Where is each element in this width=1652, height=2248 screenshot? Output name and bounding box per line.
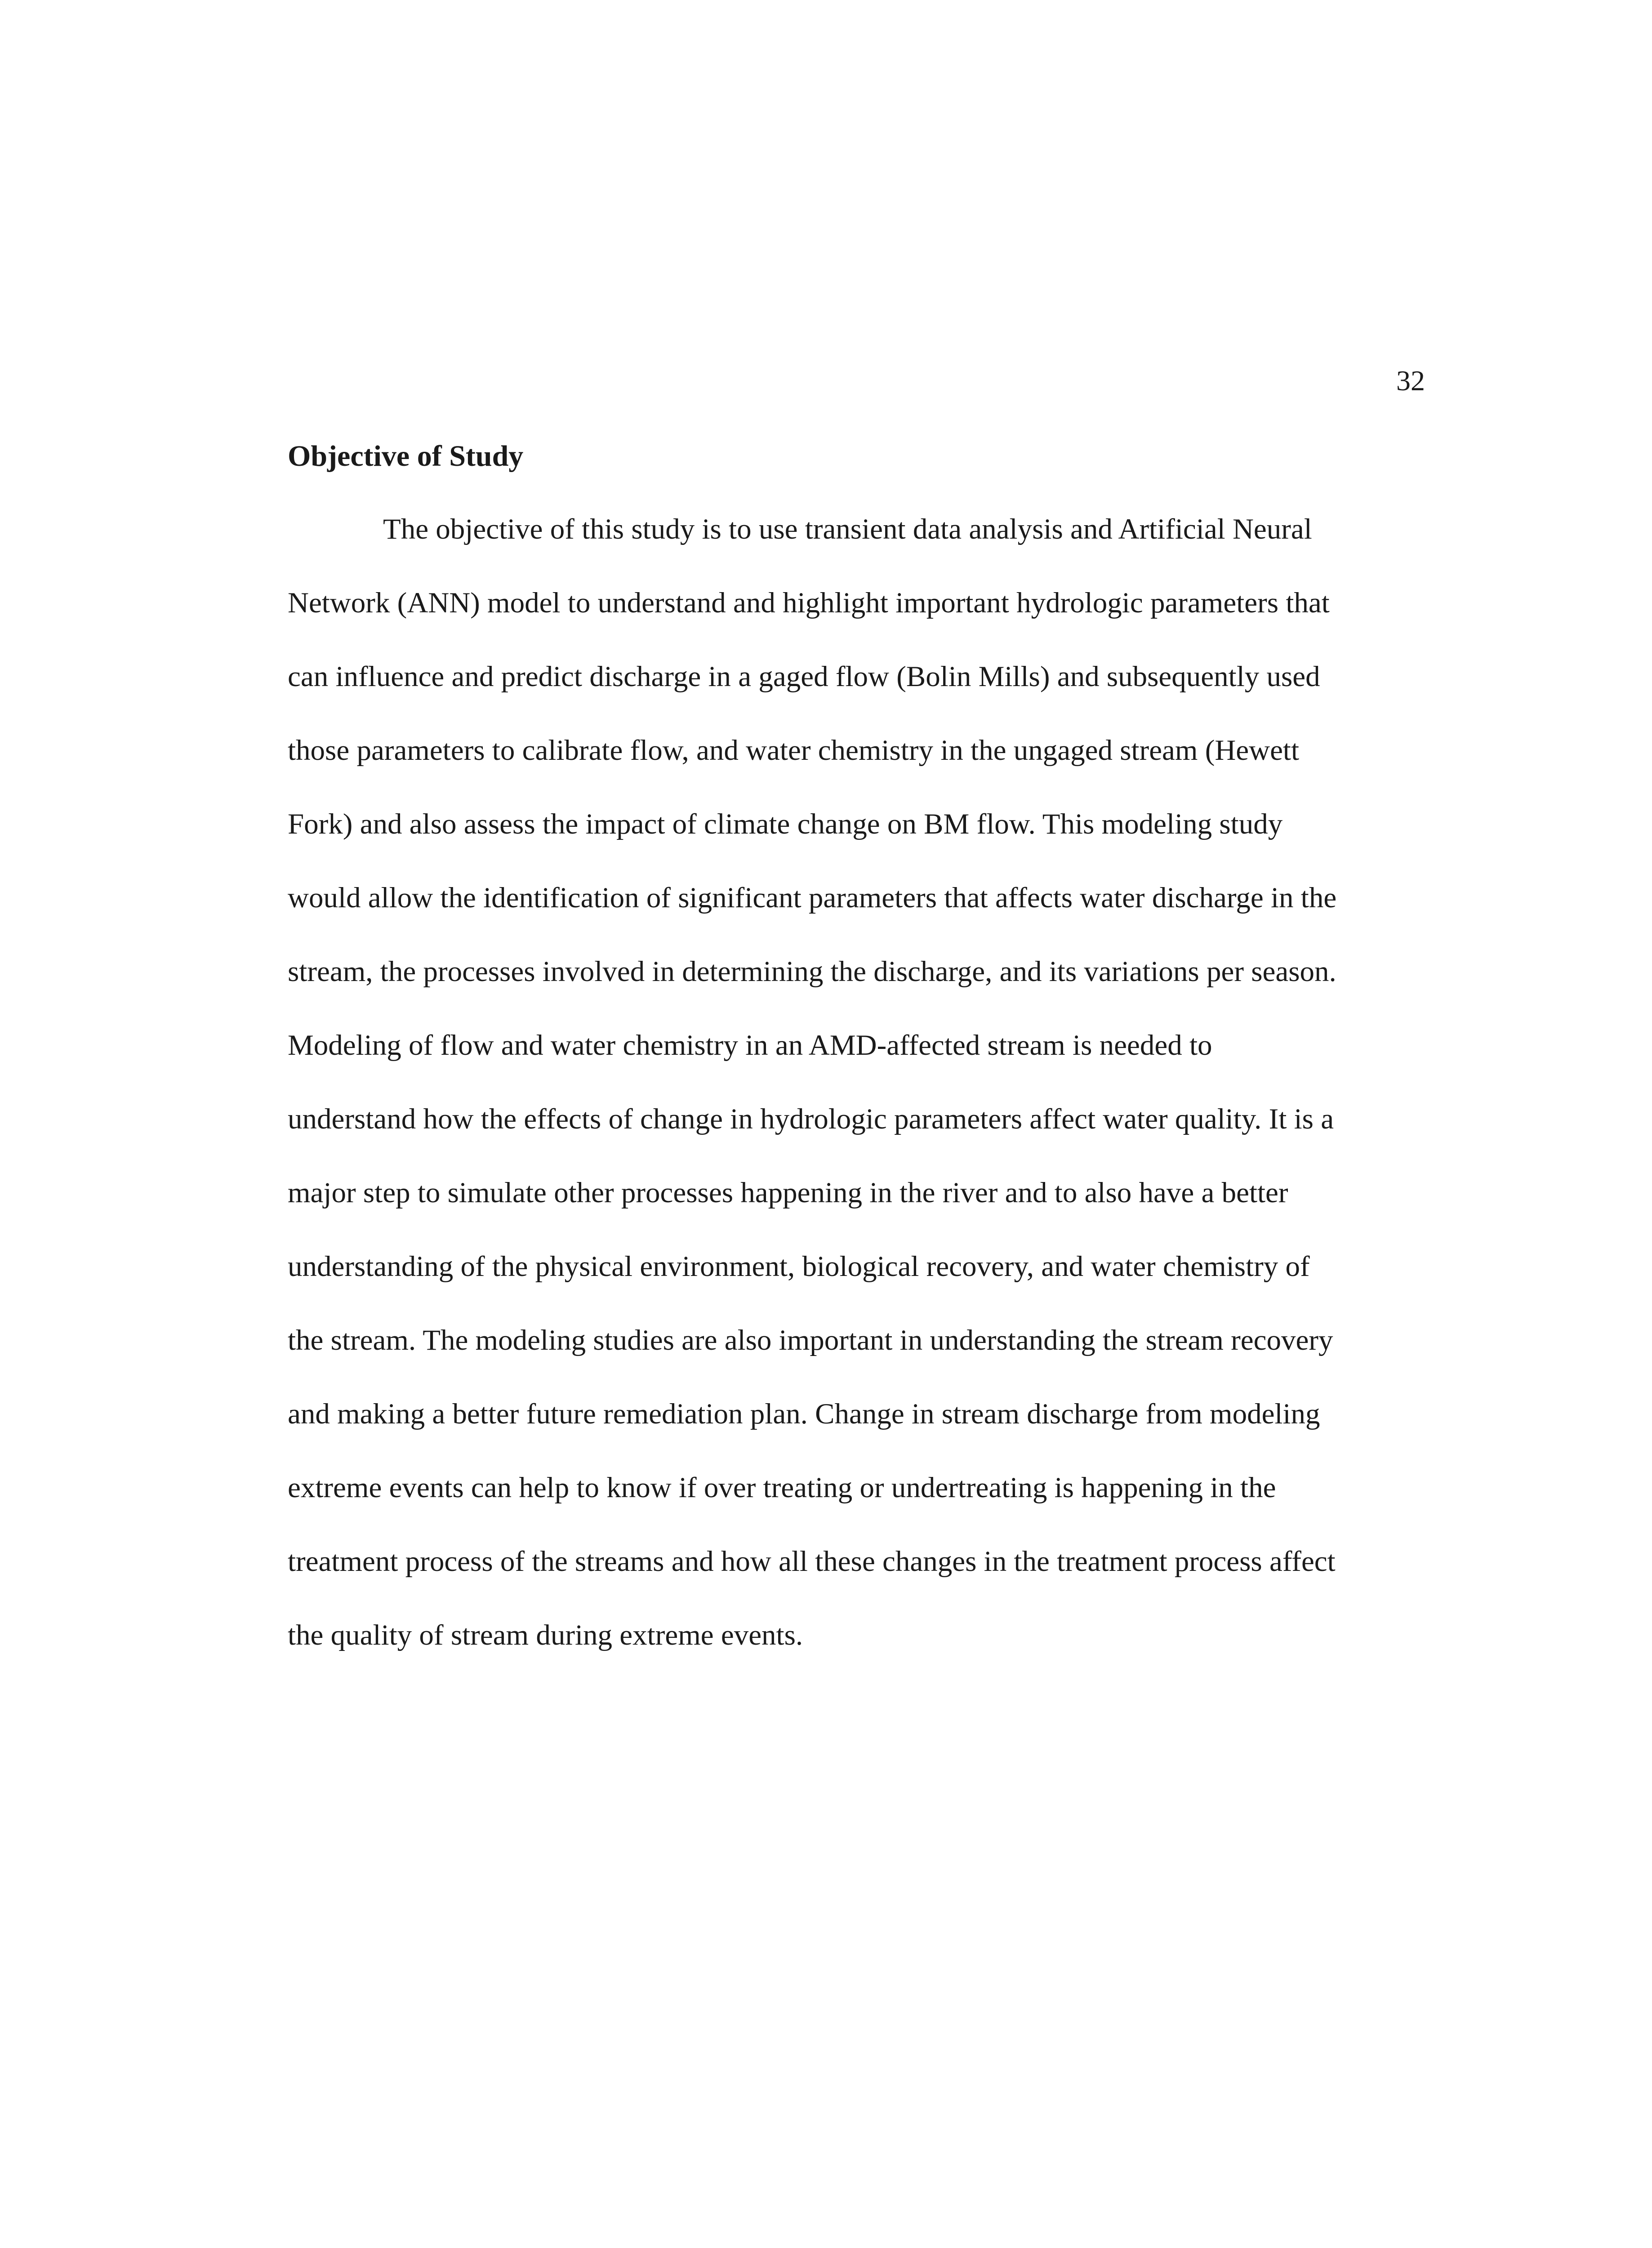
paragraph-line: Modeling of flow and water chemistry in an AMD-affected stream is needed to xyxy=(288,1029,1212,1062)
paragraph-line: the stream. The modeling studies are also important in understanding the stream recovery xyxy=(288,1324,1333,1356)
section-heading: Objective of Study xyxy=(288,440,524,473)
paragraph-line: major step to simulate other processes happening in the river and to also have a better xyxy=(288,1177,1288,1209)
paragraph-line: can influence and predict discharge in a gaged flow (Bolin Mills) and subsequently used xyxy=(288,660,1320,693)
paragraph-line: The objective of this study is to use transient data analysis and Artificial Neural xyxy=(383,513,1312,545)
paragraph-line: would allow the identification of significant parameters that affects water discharge in the xyxy=(288,882,1337,914)
paragraph-line: stream, the processes involved in determining the discharge, and its variations per season. xyxy=(288,955,1336,988)
paragraph-line: understand how the effects of change in hydrologic parameters affect water quality. It is a xyxy=(288,1103,1334,1135)
paragraph-line: extreme events can help to know if over treating or undertreating is happening in the xyxy=(288,1472,1276,1504)
paragraph-line: those parameters to calibrate flow, and water chemistry in the ungaged stream (Hewett xyxy=(288,734,1300,767)
paragraph-line: and making a better future remediation plan. Change in stream discharge from modeling xyxy=(288,1398,1320,1430)
paragraph-line: Network (ANN) model to understand and highlight important hydrologic parameters that xyxy=(288,587,1330,619)
page-number: 32 xyxy=(1396,365,1425,397)
paragraph-line: treatment process of the streams and how all these changes in the treatment process affect xyxy=(288,1545,1336,1578)
paragraph-line: Fork) and also assess the impact of climate change on BM flow. This modeling study xyxy=(288,808,1283,840)
paragraph-line: understanding of the physical environment, biological recovery, and water chemistry of xyxy=(288,1250,1310,1283)
paragraph-line: the quality of stream during extreme events. xyxy=(288,1619,803,1651)
